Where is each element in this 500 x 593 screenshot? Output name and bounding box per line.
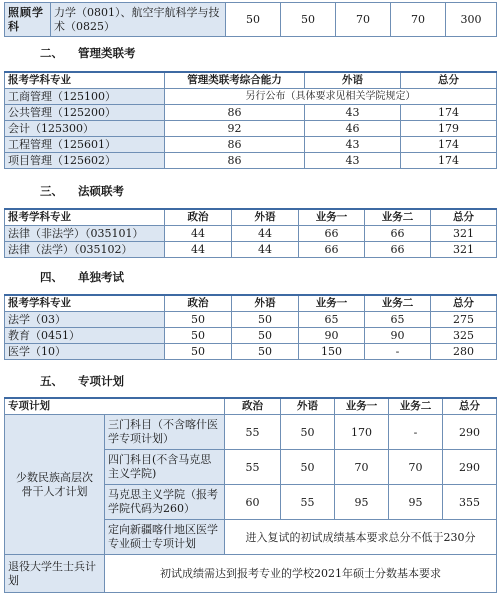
veteran-plan-label: 退役大学生士兵计划 — [5, 555, 105, 593]
veteran-plan-note: 初试成绩需达到报考专业的学校2021年硕士分数基本要求 — [105, 555, 497, 593]
special-subjects-label: 照顾学科 — [5, 3, 51, 37]
section-heading-law: 三、 法硕联考 — [40, 184, 124, 198]
table-row: 法学（03） 50 50 65 65 275 — [5, 312, 497, 328]
table-row: 公共管理（125200） 86 43 174 — [5, 105, 497, 121]
table-special-plan — [4, 397, 497, 593]
header-cell: 总分 — [431, 295, 497, 312]
header-cell: 业务二 — [389, 398, 443, 415]
table-row: 四门科目(不含马克思主义学院) 55 50 70 70 290 — [5, 450, 497, 485]
section-heading-independent: 四、 单独考试 — [40, 270, 124, 284]
cell: 50 — [226, 3, 281, 37]
header-cell: 业务一 — [335, 398, 389, 415]
table-row: 法律（法学）（035102） 44 44 66 66 321 — [5, 242, 497, 258]
cell: 70 — [336, 3, 391, 37]
table-law — [4, 208, 497, 258]
header-cell: 外语 — [305, 72, 401, 89]
header-cell: 业务二 — [365, 295, 431, 312]
header-cell: 报考学科专业 — [5, 72, 165, 89]
header-cell: 业务一 — [299, 295, 365, 312]
header-cell: 总分 — [431, 209, 497, 226]
table-row: 项目管理（125602） 86 43 174 — [5, 153, 497, 169]
table-row: 医学（10） 50 50 150 - 280 — [5, 344, 497, 360]
header-cell: 专项计划 — [5, 398, 225, 415]
header-cell: 报考学科专业 — [5, 295, 165, 312]
table-row: 会计（125300） 92 46 179 — [5, 121, 497, 137]
header-cell: 政治 — [165, 295, 232, 312]
section-heading-special-plan: 五、 专项计划 — [40, 374, 124, 388]
header-cell: 报考学科专业 — [5, 209, 165, 226]
header-cell: 外语 — [232, 295, 299, 312]
cell: 50 — [281, 3, 336, 37]
table-row: 法律（非法学）（035101） 44 44 66 66 321 — [5, 226, 497, 242]
table-management — [4, 71, 497, 169]
header-cell: 总分 — [443, 398, 497, 415]
minority-plan-label: 少数民族高层次骨干人才计划 — [5, 415, 105, 555]
header-cell: 业务二 — [365, 209, 431, 226]
xinjiang-plan-label: 定向新疆喀什地区医学专业硕士专项计划 — [105, 520, 225, 555]
table-row: 马克思主义学院（报考学院代码为260） 60 55 95 95 355 — [5, 485, 497, 520]
header-cell: 外语 — [281, 398, 335, 415]
table-special-subjects — [4, 2, 497, 37]
header-cell: 总分 — [401, 72, 497, 89]
xinjiang-plan-note: 进入复试的初试成绩基本要求总分不低于230分 — [225, 520, 497, 555]
header-cell: 政治 — [165, 209, 232, 226]
header-cell: 外语 — [232, 209, 299, 226]
header-cell: 业务一 — [299, 209, 365, 226]
cell: 300 — [446, 3, 497, 37]
cell: 70 — [391, 3, 446, 37]
special-subjects-list: 力学（0801）、航空宇航科学与技术（0825） — [51, 3, 226, 37]
table-row — [5, 555, 497, 593]
table-row: 教育（0451） 50 50 90 90 325 — [5, 328, 497, 344]
announcement-note: 另行公布（具体要求见相关学院规定） — [165, 89, 497, 105]
section-heading-management: 二、 管理类联考 — [40, 46, 136, 60]
table-row: 工程管理（125601） 86 43 174 — [5, 137, 497, 153]
table-independent — [4, 294, 497, 360]
table-row: 工商管理（125100） 另行公布（具体要求见相关学院规定） — [5, 89, 497, 105]
header-cell: 政治 — [225, 398, 281, 415]
table-row: 少数民族高层次骨干人才计划 三门科目（不含喀什医学专项计划） 55 50 170 - 290 — [5, 415, 497, 450]
header-cell: 管理类联考综合能力 — [165, 72, 305, 89]
